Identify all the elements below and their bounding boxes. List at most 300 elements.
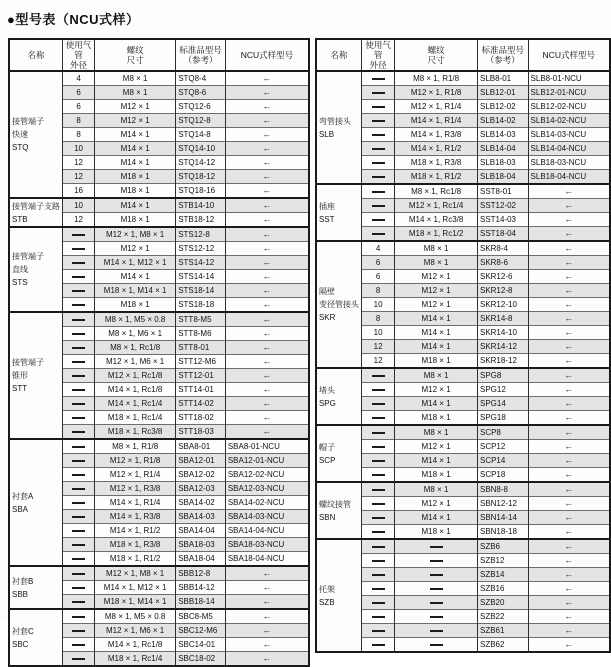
cell-ncu-model xyxy=(528,383,610,397)
cell-tube-od: 8 xyxy=(63,128,95,142)
cell-standard-model: SBA12-01 xyxy=(176,454,226,468)
cell-ncu-model: SBA14-04-NCU xyxy=(225,524,309,538)
cell-standard-model: STB14-10 xyxy=(176,198,226,213)
cell-standard-model: SKR18-12 xyxy=(477,354,528,369)
cell-ncu-model xyxy=(225,270,309,284)
ditto-arrow-icon: ← xyxy=(564,186,574,196)
dash-icon xyxy=(372,78,385,80)
cell-thread-size: M8 × 1, R1/8 xyxy=(95,439,176,454)
cell-standard-model: SBA12-02 xyxy=(176,468,226,482)
dash-icon xyxy=(72,262,85,264)
ditto-arrow-icon: ← xyxy=(564,243,574,253)
cell-standard-model: STT18-03 xyxy=(176,425,226,440)
group-name-cell: 接管端子 锥形 STT xyxy=(9,312,63,439)
cell-ncu-model xyxy=(225,198,309,213)
cell-standard-model: SKR14-12 xyxy=(477,340,528,354)
cell-thread-size xyxy=(395,568,478,582)
cell-tube-od xyxy=(361,525,394,540)
cell-ncu-model xyxy=(528,326,610,340)
cell-standard-model: SBA18-04 xyxy=(176,552,226,567)
table-row xyxy=(316,71,610,86)
cell-tube-od xyxy=(63,369,95,383)
cell-tube-od xyxy=(361,184,394,199)
column-header: 螺纹 尺寸 xyxy=(95,39,176,71)
cell-ncu-model xyxy=(225,327,309,341)
dash-icon xyxy=(372,644,385,646)
cell-thread-size: M18 × 1 xyxy=(395,354,478,369)
cell-ncu-model xyxy=(225,142,309,156)
ditto-arrow-icon: ← xyxy=(564,285,574,295)
cell-ncu-model: SLB14-04-NCU xyxy=(528,142,610,156)
ditto-arrow-icon: ← xyxy=(564,498,574,508)
dash-icon xyxy=(72,361,85,363)
table-row xyxy=(316,184,610,199)
cell-thread-size: M14 × 1 xyxy=(95,270,176,284)
dash-icon xyxy=(72,488,85,490)
cell-standard-model: STT12-M6 xyxy=(176,355,226,369)
cell-ncu-model xyxy=(225,312,309,327)
cell-tube-od xyxy=(63,538,95,552)
cell-tube-od xyxy=(63,383,95,397)
cell-tube-od xyxy=(361,624,394,638)
cell-tube-od: 8 xyxy=(361,312,394,326)
cell-tube-od xyxy=(361,383,394,397)
cell-standard-model: SCP8 xyxy=(477,425,528,440)
cell-tube-od xyxy=(63,425,95,440)
ditto-arrow-icon: ← xyxy=(262,299,272,309)
dash-icon xyxy=(430,574,443,576)
cell-tube-od xyxy=(63,341,95,355)
cell-tube-od xyxy=(361,582,394,596)
cell-thread-size: M14 × 1 xyxy=(95,128,176,142)
dash-icon xyxy=(72,474,85,476)
cell-standard-model: STT18-02 xyxy=(176,411,226,425)
dash-icon xyxy=(72,644,85,646)
cell-standard-model: SST18-04 xyxy=(477,227,528,242)
cell-ncu-model xyxy=(528,468,610,483)
column-header: 标准品型号 （参考） xyxy=(176,39,226,71)
cell-thread-size: M18 × 1, Rc1/4 xyxy=(95,652,176,667)
cell-tube-od xyxy=(63,355,95,369)
cell-thread-size: M14 × 1, Rc1/8 xyxy=(95,383,176,397)
page-title: ●型号表（NCU式样） xyxy=(7,12,140,27)
group-name-cell: 堵头 SPG xyxy=(316,368,362,425)
ditto-arrow-icon: ← xyxy=(262,171,272,181)
column-header: NCU式样型号 xyxy=(528,39,610,71)
cell-thread-size: M12 × 1 xyxy=(395,284,478,298)
ditto-arrow-icon: ← xyxy=(564,327,574,337)
cell-ncu-model xyxy=(528,497,610,511)
table-row xyxy=(316,539,610,554)
cell-thread-size: M18 × 1, R3/8 xyxy=(395,156,478,170)
cell-ncu-model xyxy=(225,86,309,100)
cell-tube-od xyxy=(361,568,394,582)
cell-standard-model: STQ14-12 xyxy=(176,156,226,170)
dash-icon xyxy=(72,234,85,236)
cell-tube-od xyxy=(361,128,394,142)
cell-standard-model: SKR12-10 xyxy=(477,298,528,312)
cell-thread-size: M12 × 1, M6 × 1 xyxy=(95,355,176,369)
dash-icon xyxy=(72,460,85,462)
cell-standard-model: STS18-18 xyxy=(176,298,226,313)
column-header: 螺纹 尺寸 xyxy=(395,39,478,71)
cell-thread-size: M18 × 1, R1/2 xyxy=(395,170,478,185)
cell-standard-model: SZB16 xyxy=(477,582,528,596)
cell-thread-size: M14 × 1 xyxy=(95,198,176,213)
cell-ncu-model: SBA12-02-NCU xyxy=(225,468,309,482)
cell-ncu-model xyxy=(528,454,610,468)
cell-thread-size: M14 × 1 xyxy=(395,454,478,468)
column-header: NCU式样型号 xyxy=(225,39,309,71)
cell-thread-size xyxy=(395,624,478,638)
dash-icon xyxy=(72,417,85,419)
ditto-arrow-icon: ← xyxy=(262,342,272,352)
column-header: 使用气管 外径 xyxy=(361,39,394,71)
cell-tube-od: 6 xyxy=(361,256,394,270)
cell-thread-size: M12 × 1 xyxy=(395,383,478,397)
cell-ncu-model xyxy=(528,368,610,383)
dash-icon xyxy=(372,134,385,136)
dash-icon xyxy=(72,431,85,433)
cell-tube-od: 12 xyxy=(361,354,394,369)
dash-icon xyxy=(430,560,443,562)
cell-tube-od xyxy=(361,368,394,383)
dash-icon xyxy=(372,403,385,405)
dash-icon xyxy=(372,176,385,178)
ditto-arrow-icon: ← xyxy=(564,455,574,465)
cell-ncu-model: SLB12-01-NCU xyxy=(528,86,610,100)
cell-tube-od: 4 xyxy=(63,71,95,86)
ditto-arrow-icon: ← xyxy=(262,285,272,295)
dash-icon xyxy=(430,602,443,604)
cell-tube-od xyxy=(63,312,95,327)
ditto-arrow-icon: ← xyxy=(564,639,574,649)
ditto-arrow-icon: ← xyxy=(262,101,272,111)
cell-tube-od xyxy=(361,142,394,156)
ditto-arrow-icon: ← xyxy=(262,143,272,153)
cell-standard-model: STQ14-8 xyxy=(176,128,226,142)
dash-icon xyxy=(430,616,443,618)
dash-icon xyxy=(372,474,385,476)
cell-ncu-model xyxy=(225,242,309,256)
ditto-arrow-icon: ← xyxy=(564,214,574,224)
ditto-arrow-icon: ← xyxy=(262,73,272,83)
cell-standard-model: SLB8-01 xyxy=(477,71,528,86)
cell-ncu-model xyxy=(225,256,309,270)
table-row xyxy=(9,227,309,242)
dash-icon xyxy=(72,502,85,504)
cell-standard-model: SLB12-01 xyxy=(477,86,528,100)
cell-ncu-model xyxy=(528,554,610,568)
cell-thread-size: M14 × 1 xyxy=(395,312,478,326)
cell-standard-model: SKR8-4 xyxy=(477,241,528,256)
cell-thread-size: M14 × 1, Rc1/8 xyxy=(95,638,176,652)
table-row xyxy=(9,439,309,454)
dash-icon xyxy=(72,319,85,321)
cell-ncu-model xyxy=(225,566,309,581)
cell-thread-size: M18 × 1, M14 × 1 xyxy=(95,284,176,298)
cell-standard-model: SST12-02 xyxy=(477,199,528,213)
dash-icon xyxy=(372,630,385,632)
cell-tube-od xyxy=(63,566,95,581)
cell-tube-od xyxy=(63,298,95,313)
dash-icon xyxy=(372,106,385,108)
cell-thread-size: M18 × 1 xyxy=(95,184,176,199)
cell-tube-od xyxy=(361,114,394,128)
cell-thread-size: M12 × 1, Rc1/4 xyxy=(395,199,478,213)
cell-thread-size: M18 × 1 xyxy=(395,411,478,426)
cell-tube-od xyxy=(63,524,95,538)
cell-ncu-model xyxy=(225,100,309,114)
cell-tube-od xyxy=(63,270,95,284)
dash-icon xyxy=(372,489,385,491)
cell-tube-od: 6 xyxy=(361,270,394,284)
cell-tube-od xyxy=(361,156,394,170)
cell-ncu-model xyxy=(225,227,309,242)
cell-thread-size xyxy=(395,554,478,568)
table-row xyxy=(316,368,610,383)
ditto-arrow-icon: ← xyxy=(564,583,574,593)
cell-thread-size: M14 × 1, R3/8 xyxy=(95,510,176,524)
cell-standard-model: SBC18-02 xyxy=(176,652,226,667)
cell-tube-od xyxy=(361,454,394,468)
cell-thread-size: M12 × 1 xyxy=(95,242,176,256)
cell-ncu-model xyxy=(528,596,610,610)
cell-standard-model: SLB18-03 xyxy=(477,156,528,170)
group-name-cell: 衬套B SBB xyxy=(9,566,63,609)
column-header: 名称 xyxy=(316,39,362,71)
cell-thread-size xyxy=(395,539,478,554)
cell-standard-model: STQ18-16 xyxy=(176,184,226,199)
cell-thread-size: M18 × 1 xyxy=(95,298,176,313)
dash-icon xyxy=(372,460,385,462)
cell-tube-od: 12 xyxy=(63,213,95,228)
cell-thread-size: M12 × 1, R3/8 xyxy=(95,482,176,496)
cell-thread-size: M18 × 1, Rc1/4 xyxy=(95,411,176,425)
cell-thread-size: M12 × 1 xyxy=(395,497,478,511)
cell-thread-size: M8 × 1, Rc1/8 xyxy=(395,184,478,199)
column-header: 名称 xyxy=(9,39,63,71)
cell-standard-model: SLB14-03 xyxy=(477,128,528,142)
dash-icon xyxy=(372,120,385,122)
ditto-arrow-icon: ← xyxy=(262,314,272,324)
dash-icon xyxy=(430,588,443,590)
cell-thread-size: M14 × 1 xyxy=(95,156,176,170)
cell-ncu-model xyxy=(528,411,610,426)
dash-icon xyxy=(72,347,85,349)
ditto-arrow-icon: ← xyxy=(564,526,574,536)
cell-standard-model: SBB18-14 xyxy=(176,595,226,610)
cell-tube-od: 12 xyxy=(361,340,394,354)
cell-thread-size: M12 × 1, R1/4 xyxy=(395,100,478,114)
cell-tube-od xyxy=(361,199,394,213)
cell-tube-od xyxy=(63,468,95,482)
cell-standard-model: SZB6 xyxy=(477,539,528,554)
dash-icon xyxy=(72,403,85,405)
cell-standard-model: SBC14-01 xyxy=(176,638,226,652)
ditto-arrow-icon: ← xyxy=(262,214,272,224)
cell-standard-model: SZB62 xyxy=(477,638,528,653)
dash-icon xyxy=(372,546,385,548)
cell-standard-model: STT8-M6 xyxy=(176,327,226,341)
cell-standard-model: SBA14-02 xyxy=(176,496,226,510)
cell-standard-model: SBC8-M5 xyxy=(176,609,226,624)
cell-tube-od xyxy=(361,440,394,454)
ditto-arrow-icon: ← xyxy=(564,271,574,281)
cell-standard-model: SCP14 xyxy=(477,454,528,468)
cell-standard-model: SZB12 xyxy=(477,554,528,568)
ditto-arrow-icon: ← xyxy=(564,427,574,437)
cell-ncu-model: SBA14-03-NCU xyxy=(225,510,309,524)
table-row xyxy=(316,482,610,497)
cell-tube-od: 12 xyxy=(63,156,95,170)
ditto-arrow-icon: ← xyxy=(262,157,272,167)
cell-ncu-model xyxy=(528,610,610,624)
ditto-arrow-icon: ← xyxy=(564,625,574,635)
dash-icon xyxy=(72,601,85,603)
cell-standard-model: STT8-M5 xyxy=(176,312,226,327)
cell-tube-od xyxy=(361,100,394,114)
cell-ncu-model xyxy=(528,638,610,653)
cell-tube-od xyxy=(63,256,95,270)
group-name-cell: 衬套C SBC xyxy=(9,609,63,666)
dash-icon xyxy=(72,630,85,632)
cell-tube-od xyxy=(63,496,95,510)
cell-ncu-model xyxy=(225,184,309,199)
cell-tube-od: 4 xyxy=(361,241,394,256)
cell-standard-model: SLB14-02 xyxy=(477,114,528,128)
cell-tube-od xyxy=(361,468,394,483)
cell-tube-od: 8 xyxy=(361,284,394,298)
header-row xyxy=(9,39,309,71)
cell-ncu-model xyxy=(225,298,309,313)
cell-ncu-model xyxy=(225,284,309,298)
cell-tube-od xyxy=(361,86,394,100)
header-row xyxy=(316,39,610,71)
ditto-arrow-icon: ← xyxy=(262,185,272,195)
ditto-arrow-icon: ← xyxy=(564,228,574,238)
cell-thread-size: M12 × 1, R1/8 xyxy=(395,86,478,100)
cell-thread-size: M8 × 1, M5 × 0.8 xyxy=(95,609,176,624)
cell-thread-size: M14 × 1 xyxy=(395,511,478,525)
cell-thread-size: M8 × 1 xyxy=(395,425,478,440)
cell-standard-model: SLB12-02 xyxy=(477,100,528,114)
cell-ncu-model xyxy=(225,156,309,170)
cell-thread-size: M14 × 1, R1/2 xyxy=(395,142,478,156)
group-name-cell: 插座 SST xyxy=(316,184,362,241)
cell-tube-od xyxy=(63,439,95,454)
cell-thread-size: M14 × 1, R1/4 xyxy=(95,496,176,510)
dash-icon xyxy=(372,375,385,377)
cell-standard-model: SBN12-12 xyxy=(477,497,528,511)
cell-thread-size: M8 × 1 xyxy=(95,71,176,86)
table-row xyxy=(9,609,309,624)
column-header: 使用气管 外径 xyxy=(63,39,95,71)
dash-icon xyxy=(372,446,385,448)
cell-thread-size: M12 × 1 xyxy=(395,298,478,312)
cell-standard-model: SBN14-14 xyxy=(477,511,528,525)
cell-ncu-model xyxy=(528,624,610,638)
ditto-arrow-icon: ← xyxy=(262,412,272,422)
cell-standard-model: SZB20 xyxy=(477,596,528,610)
dash-icon xyxy=(72,587,85,589)
table-row xyxy=(316,241,610,256)
cell-standard-model: SBB12-8 xyxy=(176,566,226,581)
cell-standard-model: SZB22 xyxy=(477,610,528,624)
cell-standard-model: SLB14-04 xyxy=(477,142,528,156)
cell-standard-model: STQ8-4 xyxy=(176,71,226,86)
dash-icon xyxy=(372,602,385,604)
group-name-cell: 接管端子 直线 STS xyxy=(9,227,63,312)
cell-thread-size: M12 × 1 xyxy=(395,270,478,284)
cell-ncu-model xyxy=(528,199,610,213)
cell-ncu-model xyxy=(528,354,610,369)
cell-ncu-model: SLB14-03-NCU xyxy=(528,128,610,142)
cell-standard-model: SST8-01 xyxy=(477,184,528,199)
cell-standard-model: SBA18-03 xyxy=(176,538,226,552)
model-table-right xyxy=(315,38,611,653)
dash-icon xyxy=(372,92,385,94)
ditto-arrow-icon: ← xyxy=(262,200,272,210)
cell-standard-model: SKR8-6 xyxy=(477,256,528,270)
cell-ncu-model xyxy=(225,114,309,128)
dash-icon xyxy=(72,530,85,532)
cell-ncu-model xyxy=(528,440,610,454)
cell-tube-od xyxy=(361,227,394,242)
ditto-arrow-icon: ← xyxy=(262,370,272,380)
cell-tube-od: 6 xyxy=(63,100,95,114)
cell-thread-size: M14 × 1, R1/4 xyxy=(395,114,478,128)
cell-tube-od: 6 xyxy=(63,86,95,100)
cell-thread-size: M14 × 1, R1/2 xyxy=(95,524,176,538)
cell-ncu-model xyxy=(528,539,610,554)
dash-icon xyxy=(72,558,85,560)
cell-tube-od: 8 xyxy=(63,114,95,128)
cell-ncu-model: SBA12-01-NCU xyxy=(225,454,309,468)
ditto-arrow-icon: ← xyxy=(564,257,574,267)
cell-ncu-model: SBA18-03-NCU xyxy=(225,538,309,552)
cell-ncu-model xyxy=(225,170,309,184)
cell-ncu-model: SBA8-01-NCU xyxy=(225,439,309,454)
ditto-arrow-icon: ← xyxy=(564,555,574,565)
cell-tube-od xyxy=(63,327,95,341)
ditto-arrow-icon: ← xyxy=(262,639,272,649)
dash-icon xyxy=(430,644,443,646)
dash-icon xyxy=(372,148,385,150)
dash-icon xyxy=(372,517,385,519)
cell-standard-model: SCP12 xyxy=(477,440,528,454)
ditto-arrow-icon: ← xyxy=(564,412,574,422)
cell-standard-model: SBA14-03 xyxy=(176,510,226,524)
cell-tube-od xyxy=(63,284,95,298)
cell-ncu-model xyxy=(225,128,309,142)
cell-standard-model: SBA8-01 xyxy=(176,439,226,454)
dash-icon xyxy=(72,290,85,292)
cell-ncu-model xyxy=(528,340,610,354)
ditto-arrow-icon: ← xyxy=(564,597,574,607)
ditto-arrow-icon: ← xyxy=(262,271,272,281)
cell-standard-model: SPG12 xyxy=(477,383,528,397)
model-table-left xyxy=(8,38,310,667)
cell-tube-od xyxy=(361,610,394,624)
cell-standard-model: SBA14-04 xyxy=(176,524,226,538)
dash-icon xyxy=(372,503,385,505)
cell-thread-size: M12 × 1, Rc1/8 xyxy=(95,369,176,383)
ditto-arrow-icon: ← xyxy=(262,611,272,621)
cell-standard-model: SKR12-6 xyxy=(477,270,528,284)
cell-tube-od xyxy=(63,652,95,667)
cell-standard-model: SKR12-8 xyxy=(477,284,528,298)
